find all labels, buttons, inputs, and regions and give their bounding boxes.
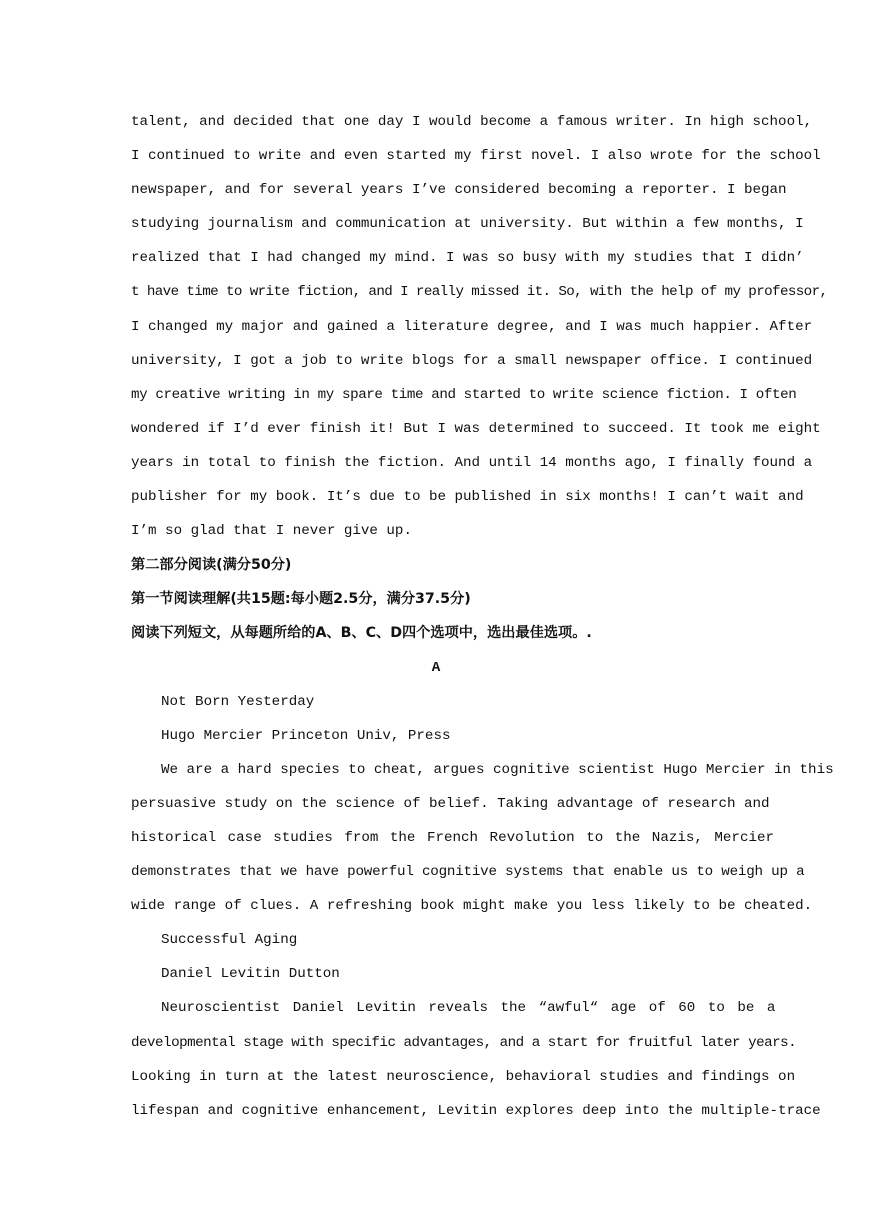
text-line: newspaper, and for several years I’ve considered becoming a reporter. I began: [131, 182, 787, 199]
text-line: talent, and decided that one day I would become a famous writer. In high school,: [131, 114, 813, 130]
book-author-publisher: Hugo Mercier Princeton Univ, Press: [161, 727, 451, 744]
text-line: I continued to write and even started my first novel. I also wrote for the school: [131, 148, 821, 165]
text-line: realized that I had changed my mind. I was so busy with my studies that I didn’: [131, 250, 804, 267]
review-line: persuasive study on the science of belief. Taking advantage of research and: [131, 795, 770, 812]
book-title: Not Born Yesterday: [161, 693, 315, 710]
text-line: years in total to finish the fiction. And until 14 months ago, I finally found a: [131, 454, 813, 471]
review-line: wide range of clues. A refreshing book might make you less likely to be cheated.: [131, 898, 813, 915]
text-line: my creative writing in my spare time and started to write science fiction. I often: [131, 386, 797, 403]
section-heading: 第二部分阅读(满分50分): [131, 557, 292, 574]
review-line: demonstrates that we have powerful cognitive systems that enable us to weigh up a: [131, 864, 805, 881]
review-line: lifespan and cognitive enhancement, Levitin explores deep into the multiple-trace: [131, 1102, 821, 1119]
text-line: wondered if I’d ever finish it! But I was determined to succeed. It took me eight: [131, 420, 821, 437]
passage-label: A: [431, 659, 441, 676]
book-entry-2: [131, 923, 821, 1128]
text-line: t have time to write fiction, and I really missed it. So, with the help of my professor,: [131, 284, 828, 301]
text-line: university, I got a job to write blogs for a small newspaper office. I continued: [131, 352, 813, 369]
text-line: I’m so glad that I never give up.: [131, 523, 412, 540]
book-author-publisher: Daniel Levitin Dutton: [161, 966, 340, 983]
review-line: developmental stage with specific advantages, and a start for fruitful later years.: [131, 1034, 797, 1051]
review-line: Looking in turn at the latest neuroscience, behavioral studies and findings on: [131, 1068, 796, 1085]
part1-paragraph: [131, 105, 828, 548]
text-line: I changed my major and gained a literature degree, and I was much happier. After: [131, 318, 813, 335]
text-line: studying journalism and communication at university. But within a few months, I: [131, 216, 804, 233]
book-title: Successful Aging: [161, 932, 298, 949]
subsection-heading: 第一节阅读理解(共15题:每小题2.5分，满分37.5分): [131, 591, 471, 608]
instructions: 阅读下列短文，从每题所给的A、B、C、D四个选项中，选出最佳选项。.: [131, 625, 592, 642]
review-line: We are a hard species to cheat, argues cognitive scientist Hugo Mercier in this: [161, 761, 834, 778]
review-line: historical case studies from the French Revolution to the Nazis, Mercier: [131, 829, 774, 846]
document-page: [131, 105, 834, 1128]
book-entry-1: [131, 685, 834, 924]
review-line: Neuroscientist Daniel Levitin reveals the “awful“ age of 60 to be a: [161, 1000, 776, 1017]
text-line: publisher for my book. It’s due to be published in six months! I can’t wait and: [131, 489, 804, 506]
